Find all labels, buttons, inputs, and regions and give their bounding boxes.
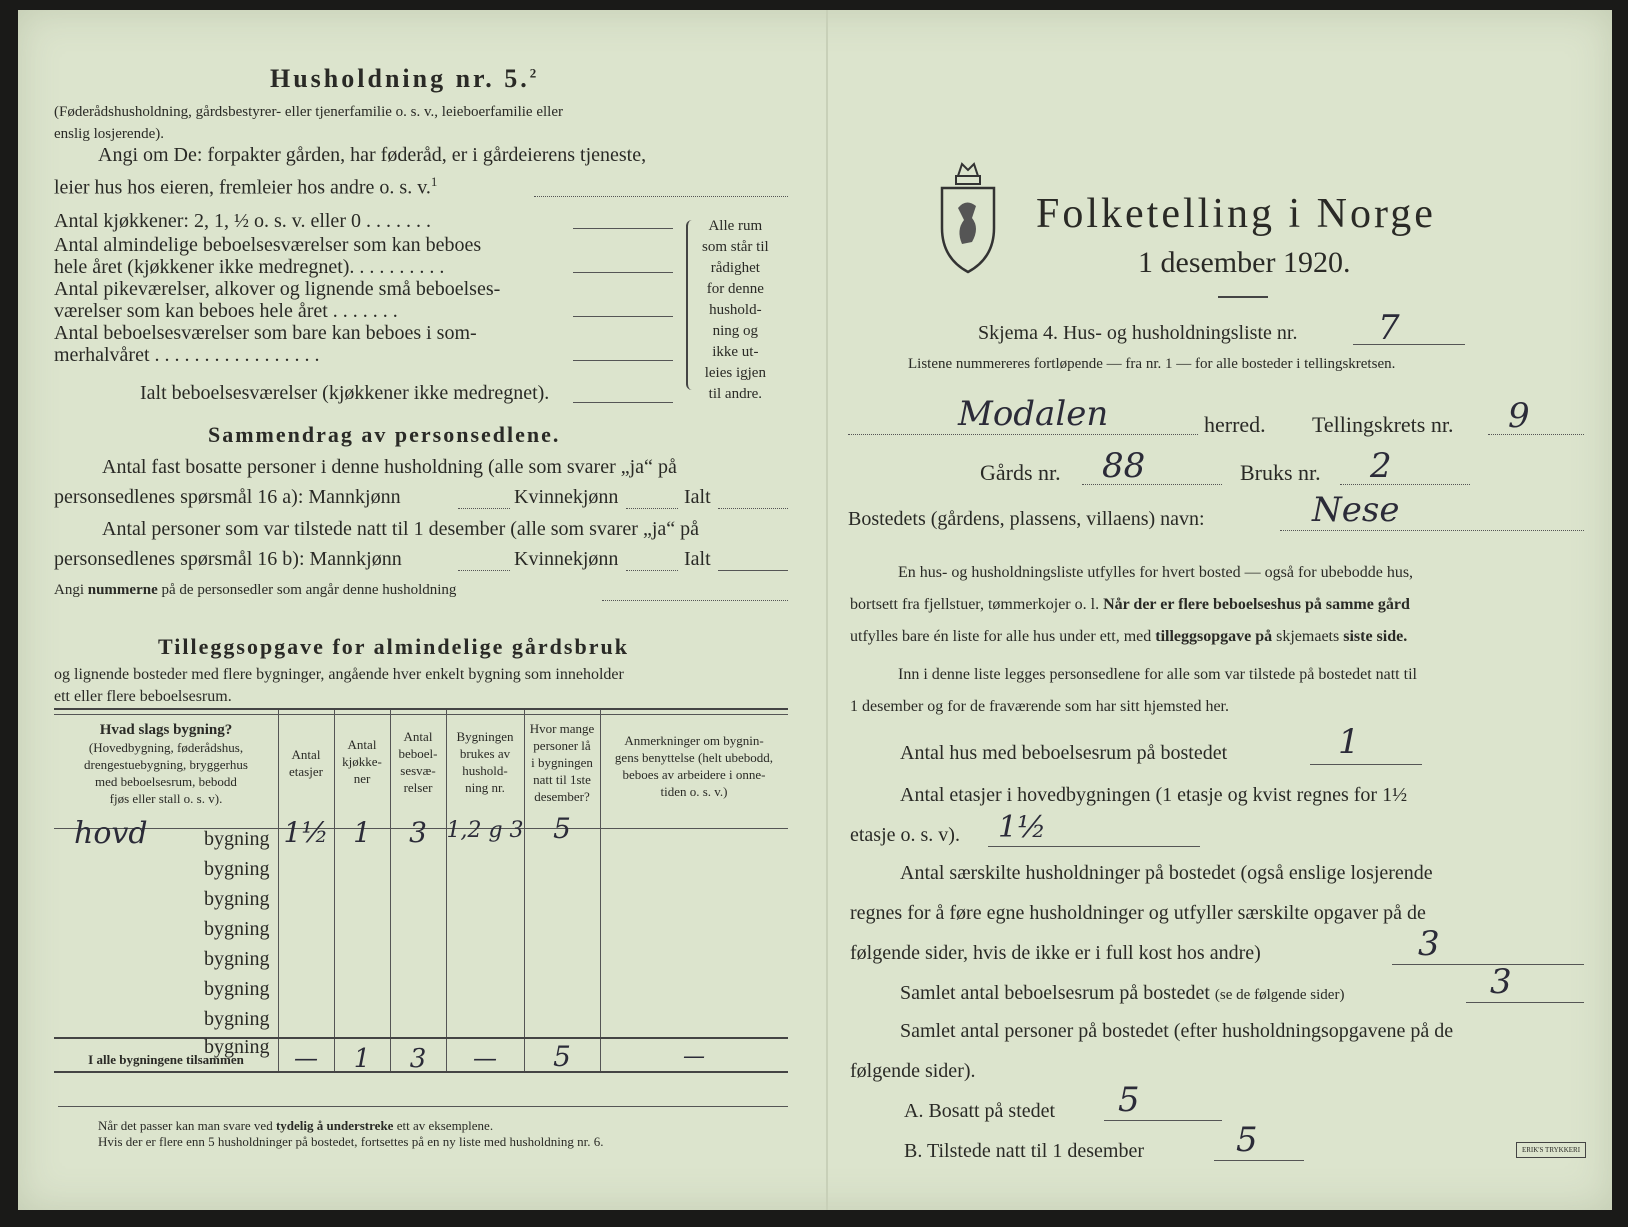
printer-stamp: ERIK'S TRYKKERI [1516, 1142, 1586, 1158]
th-floors: Antal etasjer [289, 747, 323, 779]
rooms-ordinary-2: hele året (kjøkkener ikke medregnet). . . . . . . . . . [54, 256, 445, 278]
census-title: Folketelling i Norge [1036, 191, 1436, 237]
angi-line-2: leier hus hos eieren, fremleier hos andre o. s. v.$^1$ [54, 174, 438, 199]
total-remarks: — [683, 1044, 705, 1069]
summary-line-2: personsedlenes spørsmål 16 a): Mannkjønn [54, 486, 401, 508]
summary-line-4: personsedlenes spørsmål 16 b): Mannkjønn [54, 548, 402, 570]
listene-note: Listene nummereres fortløpende — fra nr. 1 — for alle bosteder i tellingskretsen. [908, 356, 1396, 372]
summary-title: Sammendrag av personsedlene. [208, 422, 561, 447]
tillegg-text-2: ett eller flere beboelsesrum. [54, 688, 232, 705]
th-building-type: Hvad slags bygning? (Hovedbygning, føderådshus, drengestuebygning, bryggerhus med beboelsesrum, bebodd fjøs eller stall o. s. v). [84, 722, 248, 806]
ialt-label-1: Ialt [684, 486, 711, 508]
norway-coat-of-arms-icon [936, 158, 1000, 281]
skjema-label: Skjema 4. Hus- og husholdningsliste nr. [978, 322, 1298, 344]
row-label: bygning [204, 948, 270, 970]
gards-value: 88 [1102, 446, 1146, 486]
th-persons: Hvor mange personer lå i bygningen natt til 1ste desember? [529, 721, 595, 804]
summary-line-3: Antal personer som var tilstede natt til 1 desember (alle som svarer „ja“ på [102, 518, 700, 540]
rooms-maid: Antal pikeværelser, alkover og lignende små beboelses- [54, 278, 501, 300]
total-kitchens: 1 [353, 1044, 371, 1074]
bruks-label: Bruks nr. [1240, 460, 1321, 485]
footnote-2: Hvis der er flere enn 5 husholdninger på bostedet, fortsettes på en ny liste med husholdning nr. 6. [98, 1134, 604, 1149]
total-persons: 5 [553, 1040, 571, 1073]
a-bosatt-value: 5 [1118, 1080, 1140, 1120]
tillegg-text-1: og lignende bosteder med flere bygninger, angående hver enkelt bygning som inneholder [54, 666, 624, 683]
q-etasjer-1: Antal etasjer i hovedbygningen (1 etasje og kvist regnes for 1½ [900, 784, 1408, 806]
a-etasjer: 1½ [998, 810, 1047, 845]
herred-label: herred. [1204, 412, 1266, 437]
row-label: bygning [204, 858, 270, 880]
row1-kitchens: 1 [353, 816, 371, 849]
ialt-label-2: Ialt [684, 548, 711, 570]
b-tilstede-label: B. Tilstede natt til 1 desember [904, 1140, 1144, 1162]
info-line-4: Inn i denne liste legges personsedlene for alle som var tilstede på bostedet natt til [898, 666, 1417, 683]
a-bosatt-label: A. Bosatt på stedet [904, 1100, 1056, 1122]
census-date: 1 desember 1920. [1138, 246, 1351, 279]
row-label: bygning [204, 888, 270, 910]
rooms-maid-2: værelser som kan beboes hele året . . . . . . . [54, 300, 398, 322]
row1-building-type: hovd [74, 816, 148, 851]
a-hush: 3 [1418, 924, 1440, 964]
rooms-brace [686, 220, 696, 390]
q-rum: Samlet antal beboelsesrum på bostedet (se de følgende sider) [900, 982, 1345, 1004]
tillegg-title: Tilleggsopgave for almindelige gårdsbruk [158, 634, 629, 659]
intro-line-2: enslig losjerende). [54, 126, 164, 142]
a-hus: 1 [1338, 722, 1360, 762]
b-tilstede-value: 5 [1236, 1120, 1258, 1160]
tellingskrets-value: 9 [1508, 396, 1530, 436]
rooms-ordinary: Antal almindelige beboelsesværelser som kan beboes [54, 234, 482, 256]
bosted-label: Bostedets (gårdens, plassens, villaens) navn: [848, 508, 1205, 530]
info-line-1: En hus- og husholdningsliste utfylles for hvert bosted — også for ubebodde hus, [898, 564, 1414, 581]
census-form-sheet [18, 10, 1612, 1210]
total-rooms: 3 [409, 1044, 427, 1074]
kvinne-label-2: Kvinnekjønn [514, 548, 619, 570]
q-hus: Antal hus med beboelsesrum på bostedet [900, 742, 1228, 764]
household-title: Husholdning nr. 5.$^2$ [270, 64, 540, 93]
q-hush-1: Antal særskilte husholdninger på bostedet (også enslige losjerende [900, 862, 1433, 884]
th-remarks: Anmerkninger om bygnin- gens benyttelse (helt ubebodd, beboes av arbeidere i onne- tiden o. s. v.) [614, 733, 774, 799]
a-rum: 3 [1490, 962, 1512, 1002]
q-hush-3: følgende sider, hvis de ikke er i full kost hos andre) [850, 942, 1261, 964]
q-pers-1: Samlet antal personer på bostedet (efter husholdningsopgavene på de [900, 1020, 1454, 1042]
row-label: bygning [204, 918, 270, 940]
page-fold [826, 10, 828, 1210]
total-label: I alle bygningene tilsammen [88, 1052, 244, 1067]
skjema-nr-value: 7 [1378, 308, 1400, 348]
th-rooms: Antal beboel- sesvæ- relser [398, 729, 438, 795]
q-hush-2: regnes for å føre egne husholdninger og utfyller særskilte opgaver på de [850, 902, 1426, 924]
bruks-value: 2 [1370, 446, 1392, 486]
info-line-5: 1 desember og for de fraværende som har sitt hjemsted her. [850, 698, 1229, 715]
footnote-1: Når det passer kan man svare ved tydelig å understreke ett av eksemplene. [98, 1118, 494, 1133]
row1-floors: 1½ [283, 816, 329, 849]
intro-line-1: (Føderådshusholdning, gårdsbestyrer- eller tjenerfamilie o. s. v., leieboerfamilie eller [54, 104, 563, 120]
total-floors: — [294, 1044, 318, 1072]
kvinne-label-1: Kvinnekjønn [514, 486, 619, 508]
tellingskrets-label: Tellingskrets nr. [1312, 412, 1454, 437]
info-line-2: bortsett fra fjellstuer, tømmerkojer o. l. Når der er flere beboelseshus på samme gård [850, 596, 1410, 613]
rooms-summer-2: merhalvåret . . . . . . . . . . . . . . . . . [54, 344, 320, 366]
info-line-3: utfylles bare én liste for alle hus under ett, med tilleggsopgave på skjemaets siste side. [850, 628, 1408, 645]
buildings-table [54, 708, 788, 1072]
th-household-nr: Bygningen brukes av hushold- ning nr. [456, 729, 514, 795]
row1-persons: 5 [553, 812, 571, 845]
summary-line-1: Antal fast bosatte personer i denne husholdning (alle som svarer „ja“ på [102, 456, 677, 478]
row-label: bygning [204, 1036, 270, 1058]
row1-rooms: 3 [409, 816, 427, 849]
gards-label: Gårds nr. [980, 460, 1061, 485]
q-etasjer-2: etasje o. s. v). [850, 824, 960, 846]
angi-nummer: Angi nummerne på de personsedler som angår denne husholdning [54, 582, 457, 598]
q-pers-2: følgende sider). [850, 1060, 976, 1082]
rooms-summer: Antal beboelsesværelser som bare kan beboes i som- [54, 322, 477, 344]
row-label: bygning [204, 1008, 270, 1030]
rooms-total: Ialt beboelsesværelser (kjøkkener ikke medregnet). [140, 382, 550, 404]
th-kitchens: Antal kjøkke- ner [342, 737, 382, 786]
bosted-value: Nese [1312, 490, 1400, 530]
total-household: — [473, 1044, 497, 1072]
side-note: Alle rum som står til rådighet for denne hushold- ning og ikke ut- leies igjen til andre. [702, 218, 769, 402]
rooms-kitchens: Antal kjøkkener: 2, 1, ½ o. s. v. eller 0 . . . . . . . [54, 210, 431, 232]
herred-value: Modalen [958, 394, 1109, 434]
angi-line-1: Angi om De: forpakter gården, har føderåd, er i gårdeierens tjeneste, [98, 144, 647, 166]
row1-household: 1,2 g 3 [446, 818, 524, 843]
row-label: bygning [204, 978, 270, 1000]
row-label: bygning [204, 828, 270, 850]
